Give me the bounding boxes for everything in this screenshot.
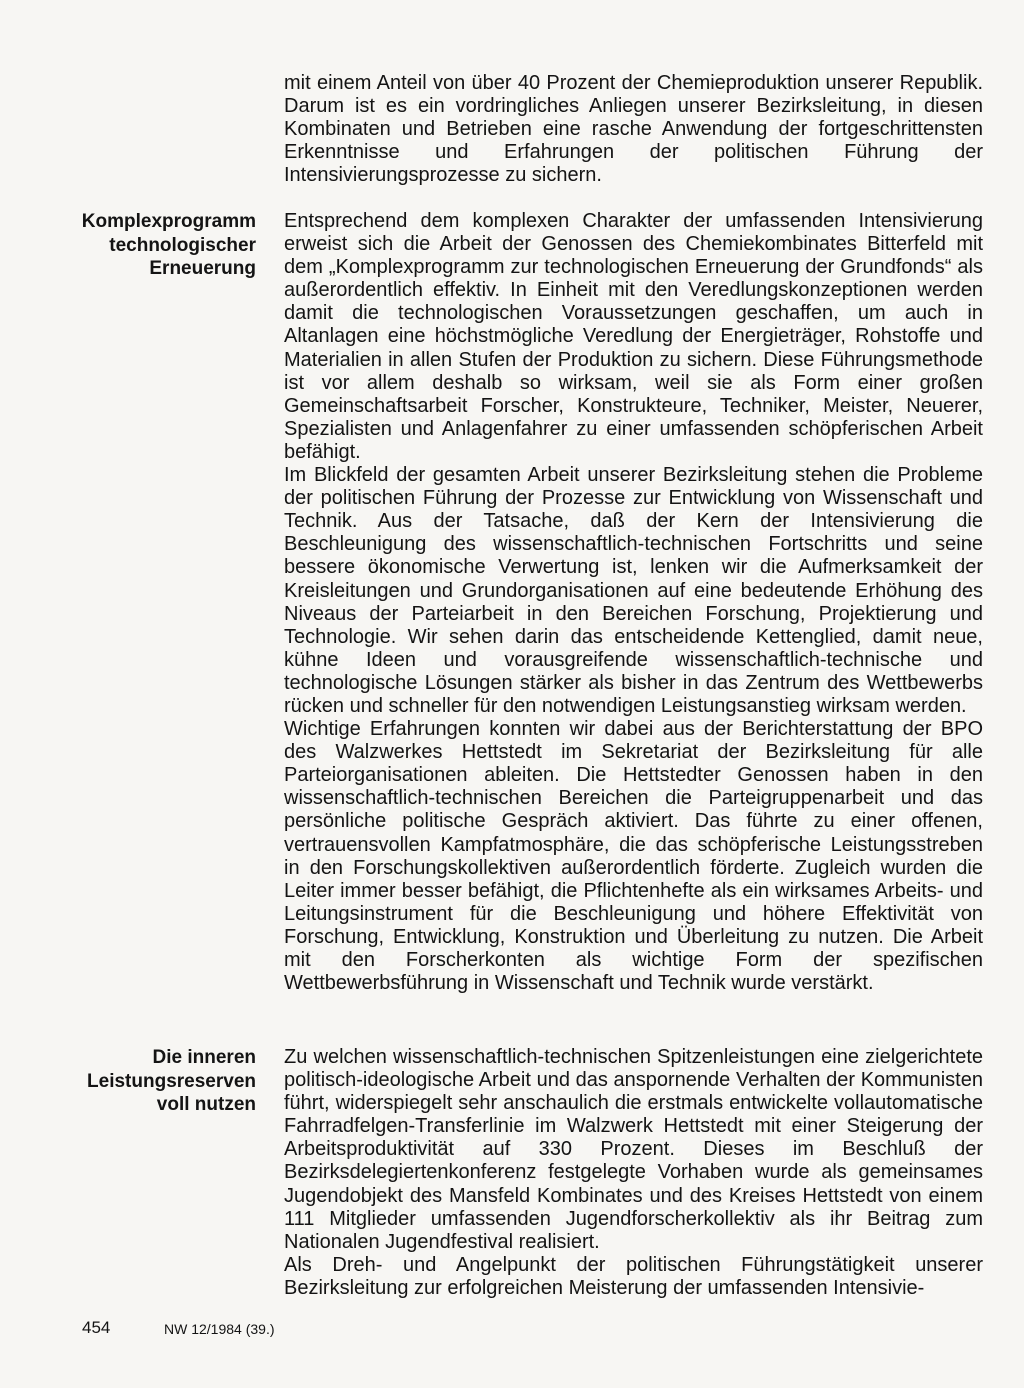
paragraph: Entsprechend dem komplexen Charakter der umfassenden Intensivierung erweist sich die Arbeit der Genossen des Chemiekombinates Bitterfeld mit dem „Komplexprogramm zur technologischen Erneuerung der Grundfonds“ als außerordentlich effektiv. In Einheit mit den Veredlungskonzeptionen werden damit die technologischen Voraussetzungen geschaffen, um auch in Altanlagen eine höchstmögliche Veredlung der Energieträger, Rohstoffe und Materialien in allen Stufen der Produktion zu sichern. Diese Führungsmethode ist vor allem deshalb so wirksam, weil sie als Form einer großen Gemeinschaftsarbeit Forscher, Konstrukteure, Techniker, Meister, Neuerer, Spezialisten und Anlagenfahrer zu einer umfassenden schöpferischen Arbeit befähigt. xyxy=(284,210,983,463)
heading-line: Leistungsreserven xyxy=(87,1070,256,1092)
heading-line: voll nutzen xyxy=(156,1094,256,1115)
heading-line: Komplexprogramm xyxy=(81,211,256,232)
issue-reference: NW 12/1984 (39.) xyxy=(164,1321,275,1337)
heading-line: technologischer xyxy=(109,234,256,256)
paragraph: Zu welchen wissenschaftlich-technischen Spitzenleistungen eine zielgerichtete politisch-ideologische Arbeit und das anspornende Verhalten der Kommunisten führt, widerspiegelt sehr anschaulich die erstmals entwickelte vollautomatische Fahrradfelgen-Transferlinie im Walzwerk Hettstedt mit einer Steigerung der Arbeitsproduktivität auf 330 Prozent. Dieses im Beschluß der Bezirksdelegiertenkonferenz festgelegte Vorhaben wurde als gemeinsames Jugendobjekt des Mansfeld Kombinates und des Kreises Hettstedt von einem 111 Mitglieder umfassenden Jugendforscherkollektiv als ihr Beitrag zum Nationalen Jugendfestival realisiert. xyxy=(284,1046,983,1253)
margin-heading-leistungsreserven xyxy=(56,1046,256,1117)
paragraph: Im Blickfeld der gesamten Arbeit unserer Bezirksleitung stehen die Probleme der politischen Führung der Prozesse zur Entwicklung von Wissenschaft und Technik. Aus der Tatsache, daß der Kern der Intensivierung die Beschleunigung des wissenschaftlich-technischen Fortschritts und seine bessere ökonomische Verwertung ist, lenken wir die Aufmerksamkeit der Kreisleitungen und Grundorganisationen auf eine bedeutende Erhöhung des Niveaus der Parteiarbeit in den Bereichen Forschung, Projektierung und Technologie. Wir sehen darin das entscheidende Kettenglied, damit neue, kühne Ideen und vorausgreifende wissenschaftlich-technische und technologische Lösungen stärker als bisher in das Zentrum des Wettbewerbs rücken und schneller für den notwendigen Leistungsanstieg wirksam werden. xyxy=(284,464,983,717)
margin-heading-komplexprogramm xyxy=(56,210,256,281)
heading-line: Erneuerung xyxy=(149,258,256,279)
paragraph: Als Dreh- und Angelpunkt der politischen Führungstätigkeit unserer Bezirksleitung zur erfolgreichen Meisterung der umfassenden Intensivie- xyxy=(284,1253,983,1299)
page-number: 454 xyxy=(82,1318,111,1337)
heading-line: Die inneren xyxy=(152,1047,256,1068)
text-block-leistungsreserven xyxy=(284,1046,983,1300)
text-block-komplexprogramm xyxy=(284,210,983,995)
paragraph: Wichtige Erfahrungen konnten wir dabei aus der Berichterstattung der BPO des Walzwerkes Hettstedt im Sekretariat der Bezirksleitung für alle Parteiorganisationen ableiten. Die Hettstedter Genossen haben in den wissenschaftlich-technischen Bereichen die Parteigruppenarbeit und das persönliche politische Gespräch aktiviert. Das führte zu einer offenen, vertrauensvollen Kampfatmosphäre, die das schöpferische Leistungsstreben in den Forschungskollektiven außerordentlich förderte. Zugleich wurden die Leiter immer besser befähigt, die Pflichtenhefte als ein wirksames Arbeits- und Leitungsinstrument für die Beschleunigung und höhere Effektivität von Forschung, Entwicklung, Konstruktion und Überleitung zu nutzen. Die Arbeit mit den Forscherkonten als wichtige Form der spezifischen Wettbewerbsführung in Wissenschaft und Technik wurde verstärkt. xyxy=(284,718,983,995)
paragraph: mit einem Anteil von über 40 Prozent der Chemieproduktion unserer Republik. Darum ist es ein vordringliches Anliegen unserer Bezirksleitung, in diesen Kombinaten und Betrieben eine rasche Anwendung der fortgeschrittensten Erkenntnisse und Erfahrungen der politischen Führung der Intensivierungsprozesse zu sichern. xyxy=(284,72,983,187)
text-block-intro xyxy=(284,72,983,187)
